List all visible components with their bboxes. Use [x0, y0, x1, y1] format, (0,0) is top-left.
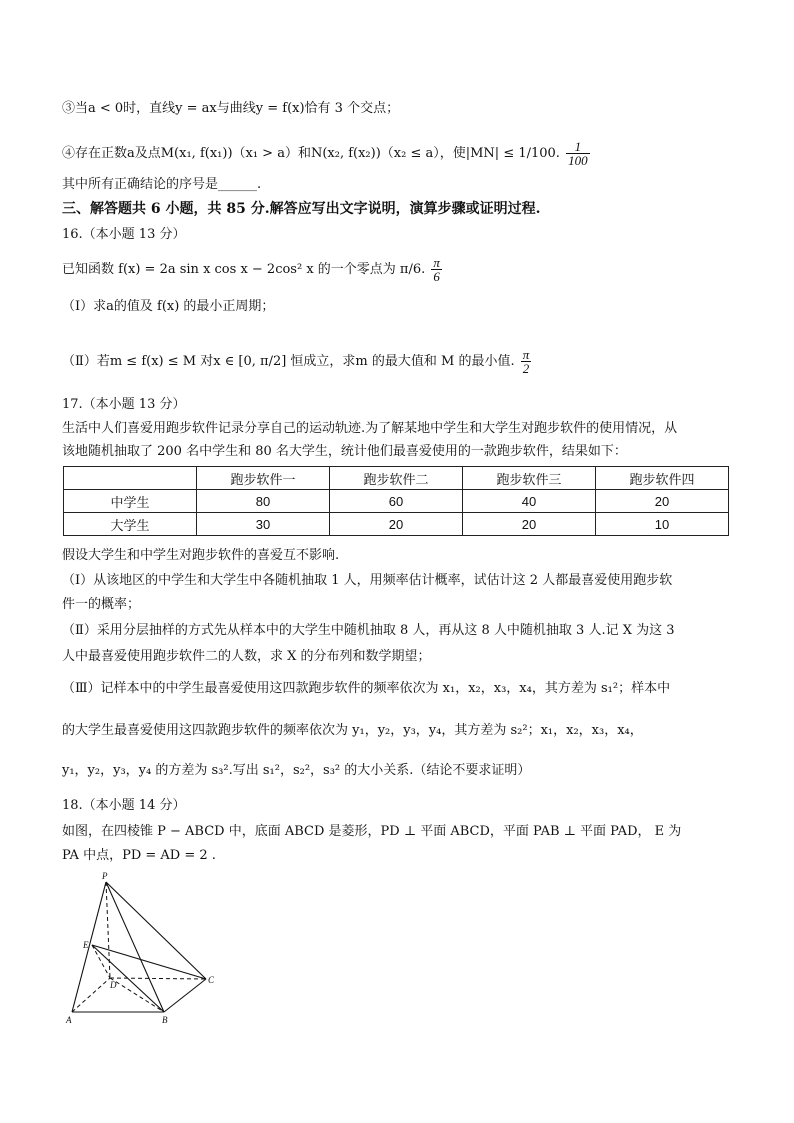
label-E: E: [83, 940, 89, 950]
q17-part3-c: y₁，y₂，y₃，y₄ 的方差为 s₃².写出 s₁²，s₂²，s₃² 的大小关系.（结论不要求证明）: [62, 763, 531, 778]
q17-part3-b: 的大学生最喜爱使用这四款跑步软件的频率依次为 y₁，y₂，y₃，y₄，其方差为 s₂²；x₁，x₂，x₃，x₄，: [62, 723, 643, 738]
q18-stem-1: 如图，在四棱锥 P − ABCD 中，底面 ABCD 是菱形，PD ⊥ 平面 ABCD，平面 PAB ⊥ 平面 PAD， E 为: [62, 824, 682, 839]
table-row-label: 中学生: [64, 490, 197, 513]
conclusion-line: [62, 176, 261, 194]
table-header-cell: [64, 467, 197, 490]
statement-3-text: ③当a < 0时，直线y = ax与曲线y = f(x)恰有 3 个交点；: [62, 101, 400, 116]
hidden-edge-AD: [72, 978, 110, 1012]
q17-part2-a: （Ⅱ）采用分层抽样的方式先从样本中的大学生中随机抽取 8 人，再从这 8 人中随机抽取 3 人.记 X 为这 3: [62, 623, 675, 638]
table-header-cell: 跑步软件三: [463, 467, 596, 490]
running-app-table: [63, 466, 729, 536]
pyramid-figure: [58, 870, 218, 1030]
q17-header: 17.（本小题 13 分）: [62, 397, 186, 412]
table-cell: 10: [596, 513, 729, 536]
label-P: P: [102, 871, 108, 881]
edge-PB: [106, 882, 164, 1012]
statement-3: [62, 100, 399, 118]
table-cell: 20: [596, 490, 729, 513]
statement-4-fraction: $\frac{1}{100}$: [568, 139, 588, 168]
q16-part1: （Ⅰ）求a的值及 f(x) 的最小正周期；: [62, 299, 275, 314]
q17-part1-b: 件一的概率；: [62, 597, 141, 612]
table-header-cell: 跑步软件二: [330, 467, 463, 490]
q16-header: 16.（本小题 13 分）: [62, 227, 186, 242]
table-cell: 20: [463, 513, 596, 536]
statement-4-text: ④存在正数a及点M(x₁, f(x₁))（x₁ > a）和N(x₂, f(x₂))（x₂ ≤ a），使|MN| ≤ 1/100.: [62, 146, 560, 161]
section-3-heading: 三、解答题共 6 小题，共 85 分.解答应写出文字说明，演算步骤或证明过程.: [62, 201, 541, 217]
q17-part1-a: （Ⅰ）从该地区的中学生和大学生中各随机抽取 1 人，用频率估计概率，试估计这 2 人都最喜爱使用跑步软: [62, 573, 673, 588]
label-B: B: [162, 1015, 168, 1025]
statement-4: [62, 140, 592, 167]
conclusion-text: 其中所有正确结论的序号是______.: [62, 177, 262, 192]
label-A: A: [66, 1015, 72, 1025]
label-D: D: [110, 980, 117, 990]
table-cell: 60: [330, 490, 463, 513]
table-cell: 30: [197, 513, 330, 536]
q16-stem: [62, 256, 444, 283]
q17-part2-b: 人中最喜爱使用跑步软件二的人数，求 X 的分布列和数学期望；: [62, 649, 431, 664]
hidden-edge-DC: [110, 978, 206, 979]
table-row: [64, 490, 729, 513]
q16-part2: [62, 348, 533, 375]
q18-stem-2: PA 中点，PD = AD = 2 .: [62, 848, 216, 863]
q18-header: 18.（本小题 14 分）: [62, 798, 186, 813]
table-row-label: 大学生: [64, 513, 197, 536]
edge-BC: [164, 979, 206, 1012]
table-header-cell: 跑步软件一: [197, 467, 330, 490]
table-row: [64, 513, 729, 536]
q16-stem-text: 已知函数 f(x) = 2a sin x cos x − 2cos² x 的一个零点为 π/6.: [62, 262, 426, 277]
q16-part2-text: （Ⅱ）若m ≤ f(x) ≤ M 对x ∈ [0, π/2] 恒成立，求m 的最大值和 M 的最小值.: [62, 354, 515, 369]
q17-part3-a: （Ⅲ）记样本中的中学生最喜爱使用这四款跑步软件的频率依次为 x₁，x₂，x₃，x₄，其方差为 s₁²；样本中: [62, 681, 671, 696]
q17-stem-1: 生活中人们喜爱用跑步软件记录分享自己的运动轨迹.为了解某地中学生和大学生对跑步软件的使用情况，从: [62, 421, 678, 436]
table-cell: 40: [463, 490, 596, 513]
q17-stem-2: 该地随机抽取了 200 名中学生和 80 名大学生，统计他们最喜爱使用的一款跑步软件，结果如下：: [62, 444, 627, 459]
table-cell: 80: [197, 490, 330, 513]
table-cell: 20: [330, 513, 463, 536]
table-header-row: [64, 467, 729, 490]
q16-stem-fraction: $\frac{\pi}{6}$: [433, 255, 440, 284]
q17-assumption: 假设大学生和中学生对跑步软件的喜爱互不影响.: [62, 548, 340, 563]
edge-PA: [72, 882, 106, 1012]
table-header-cell: 跑步软件四: [596, 467, 729, 490]
hidden-edge-PD: [106, 882, 110, 978]
q16-part2-fraction: $\frac{\pi}{2}$: [522, 347, 530, 376]
label-C: C: [208, 975, 215, 985]
